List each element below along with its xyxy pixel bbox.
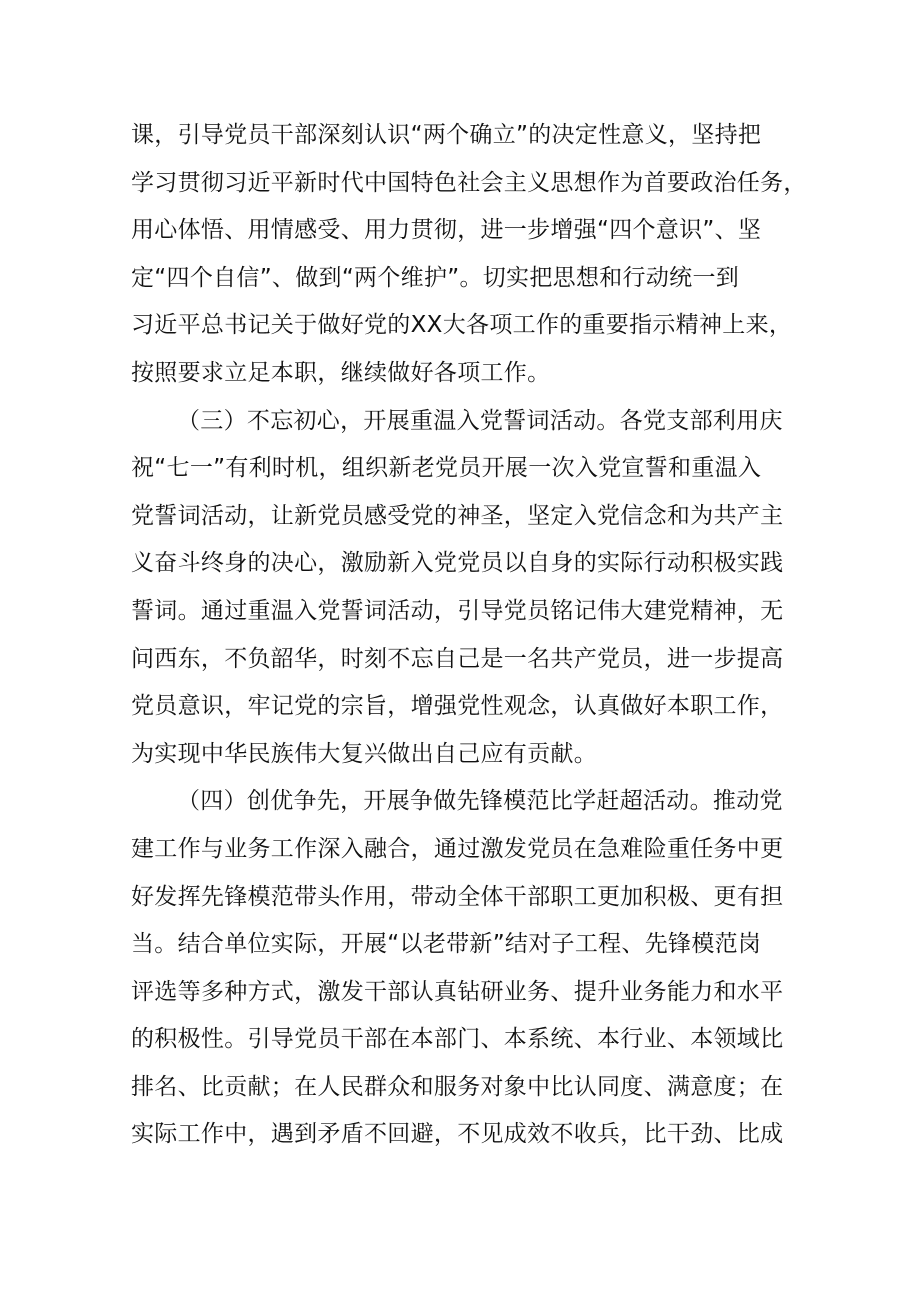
- section-heading-line: （四）创优争先，开展争做先锋模范比学赶超活动。推动党: [177, 788, 783, 815]
- text-line: 义奋斗终身的决心，激励新入党党员以自身的实际行动积极实践: [131, 550, 784, 577]
- text-line: 建工作与业务工作深入融合，通过激发党员在急难险重任务中更: [131, 835, 784, 862]
- text-line: 学习贯彻习近平新时代中国特色社会主义思想作为首要政治任务，: [131, 169, 807, 196]
- text-line: 祝“七一”有利时机，组织新老党员开展一次入党宣誓和重温入: [131, 455, 762, 482]
- text-line: 好发挥先锋模范带头作用，带动全体干部职工更加积极、更有担: [131, 883, 784, 910]
- text-line: 按照要求立足本职，继续做好各项工作。: [131, 359, 551, 386]
- text-line: 排名、比贡献；在人民群众和服务对象中比认同度、满意度；在: [131, 1073, 784, 1100]
- text-line: 党员意识，牢记党的宗旨，增强党性观念，认真做好本职工作，: [131, 693, 784, 720]
- text-line: 定“四个自信”、做到“两个维护”。切实把思想和行动统一到: [131, 264, 740, 291]
- text-line: 问西东，不负韶华，时刻不忘自己是一名共产党员，进一步提高: [131, 645, 784, 672]
- text-line: 当。结合单位实际，开展“以老带新”结对子工程、先锋模范岗: [131, 931, 762, 958]
- text-line: 评选等多种方式，激发干部认真钻研业务、提升业务能力和水平: [131, 978, 784, 1005]
- text-line: 誓词。通过重温入党誓词活动，引导党员铭记伟大建党精神，无: [131, 597, 784, 624]
- text-line: 为实现中华民族伟大复兴做出自己应有贡献。: [131, 740, 597, 767]
- text-line: 的积极性。引导党员干部在本部门、本系统、本行业、本领域比: [131, 1026, 784, 1053]
- text-line: 实际工作中，遇到矛盾不回避，不见成效不收兵，比干劲、比成: [131, 1121, 784, 1148]
- section-heading-line: （三）不忘初心，开展重温入党誓词活动。各党支部利用庆: [177, 407, 783, 434]
- text-line: 用心体悟、用情感受、用力贯彻，进一步增强“四个意识”、坚: [131, 217, 762, 244]
- text-line: 习近平总书记关于做好党的XX大各项工作的重要指示精神上来，: [131, 312, 793, 339]
- body-text: [131, 112, 811, 1159]
- text-line: 党誓词活动，让新党员感受党的神圣，坚定入党信念和为共产主: [131, 502, 784, 529]
- text-line: 课，引导党员干部深刻认识“两个确立”的决定性意义，坚持把: [131, 122, 762, 148]
